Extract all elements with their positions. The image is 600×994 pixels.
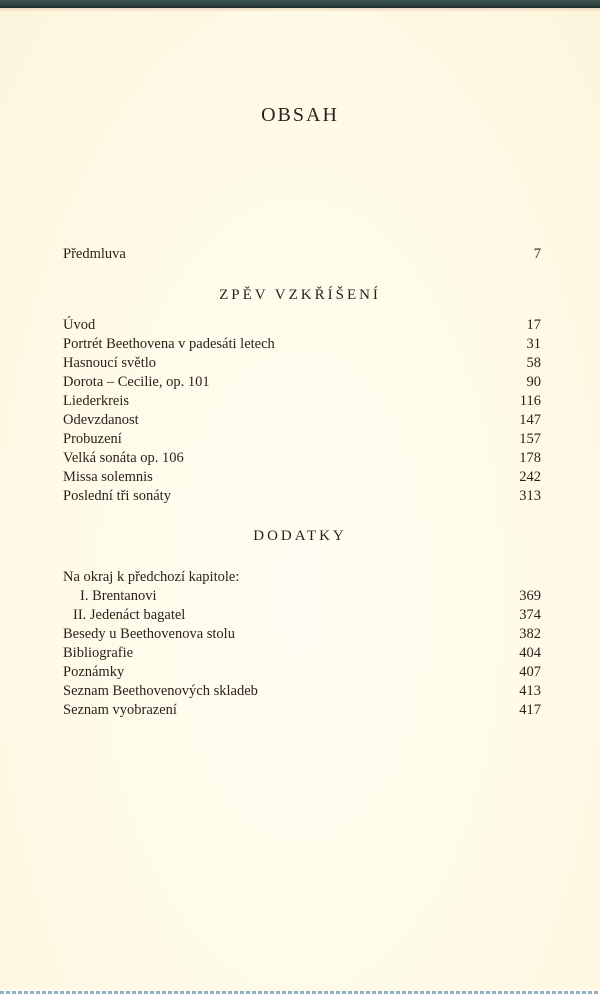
toc-entry[interactable] <box>63 587 541 606</box>
toc-entry[interactable] <box>63 663 541 682</box>
toc-entry[interactable] <box>63 335 541 354</box>
toc-entry-page: 90 <box>526 374 541 390</box>
toc-entry-label: Velká sonáta op. 106 <box>63 450 184 466</box>
toc-entry[interactable] <box>63 701 541 720</box>
toc-entry[interactable] <box>63 411 541 430</box>
toc-entry-page: 178 <box>519 450 541 466</box>
toc-entry-page: 7 <box>533 246 541 262</box>
toc-entry[interactable] <box>63 682 541 701</box>
toc-entry-page: 242 <box>519 469 541 485</box>
toc-entry[interactable] <box>63 373 541 392</box>
toc-entry[interactable] <box>63 487 541 506</box>
toc-entry-label: Úvod <box>63 317 96 333</box>
toc-entry[interactable] <box>63 468 541 487</box>
toc-entry-label: Portrét Beethovena v padesáti letech <box>63 336 275 352</box>
toc-entry-page: 58 <box>526 355 541 371</box>
toc-entry-page: 147 <box>519 412 541 428</box>
toc-entry-page: 407 <box>519 664 541 680</box>
toc-entry-page: 31 <box>526 336 541 352</box>
section-heading-zpev-vzkriseni: ZPĚV VZKŘÍŠENÍ <box>219 287 381 303</box>
toc-entry-label: Na okraj k předchozí kapitole: <box>63 569 240 585</box>
toc-entry-label: Předmluva <box>63 246 126 262</box>
toc-entry-label: Hasnoucí světlo <box>63 355 157 371</box>
toc-entry-page: 116 <box>519 393 541 409</box>
toc-entry-page: 157 <box>519 431 541 447</box>
toc-entry-label: II. Jedenáct bagatel <box>73 607 186 623</box>
toc-entry[interactable] <box>63 392 541 411</box>
toc-entry-preface[interactable] <box>63 245 541 264</box>
edge-shadow <box>0 8 600 12</box>
book-cover-edge <box>0 0 600 8</box>
toc-entry-label: Probuzení <box>63 431 122 447</box>
toc-entry-page: 374 <box>519 607 541 623</box>
toc-entry-label: Bibliografie <box>63 645 134 661</box>
toc-entry-label: Poznámky <box>63 664 125 680</box>
toc-entry-page: 313 <box>519 488 541 504</box>
section-heading-dodatky: DODATKY <box>253 528 347 544</box>
toc-entry-label: I. Brentanovi <box>80 588 157 604</box>
toc-entry[interactable] <box>63 316 541 335</box>
page-title: OBSAH <box>261 104 339 126</box>
toc-entry-label: Missa solemnis <box>63 469 153 485</box>
toc-entry-page: 17 <box>526 317 541 333</box>
toc-entry-label: Poslední tři sonáty <box>63 488 171 504</box>
toc-entry[interactable] <box>63 644 541 663</box>
toc-entry-page: 413 <box>519 683 541 699</box>
toc-entry-label: Seznam vyobrazení <box>63 702 177 718</box>
toc-entry[interactable] <box>63 354 541 373</box>
toc-entry[interactable] <box>63 430 541 449</box>
toc-entry-label: Liederkreis <box>63 393 130 409</box>
toc-entry[interactable] <box>63 449 541 468</box>
toc-entry[interactable] <box>63 625 541 644</box>
toc-entry[interactable] <box>63 606 541 625</box>
toc-entry-group-label <box>63 568 541 587</box>
toc-entry-label: Besedy u Beethovenova stolu <box>63 626 235 642</box>
toc-entry-page: 404 <box>519 645 541 661</box>
toc-entry-page: 369 <box>519 588 541 604</box>
toc-entry-page: 382 <box>519 626 541 642</box>
toc-entry-page: 417 <box>519 702 541 718</box>
toc-entry-label: Seznam Beethovenových skladeb <box>63 683 258 699</box>
toc-entry-label: Dorota – Cecilie, op. 101 <box>63 374 210 390</box>
toc-entry-label: Odevzdanost <box>63 412 139 428</box>
